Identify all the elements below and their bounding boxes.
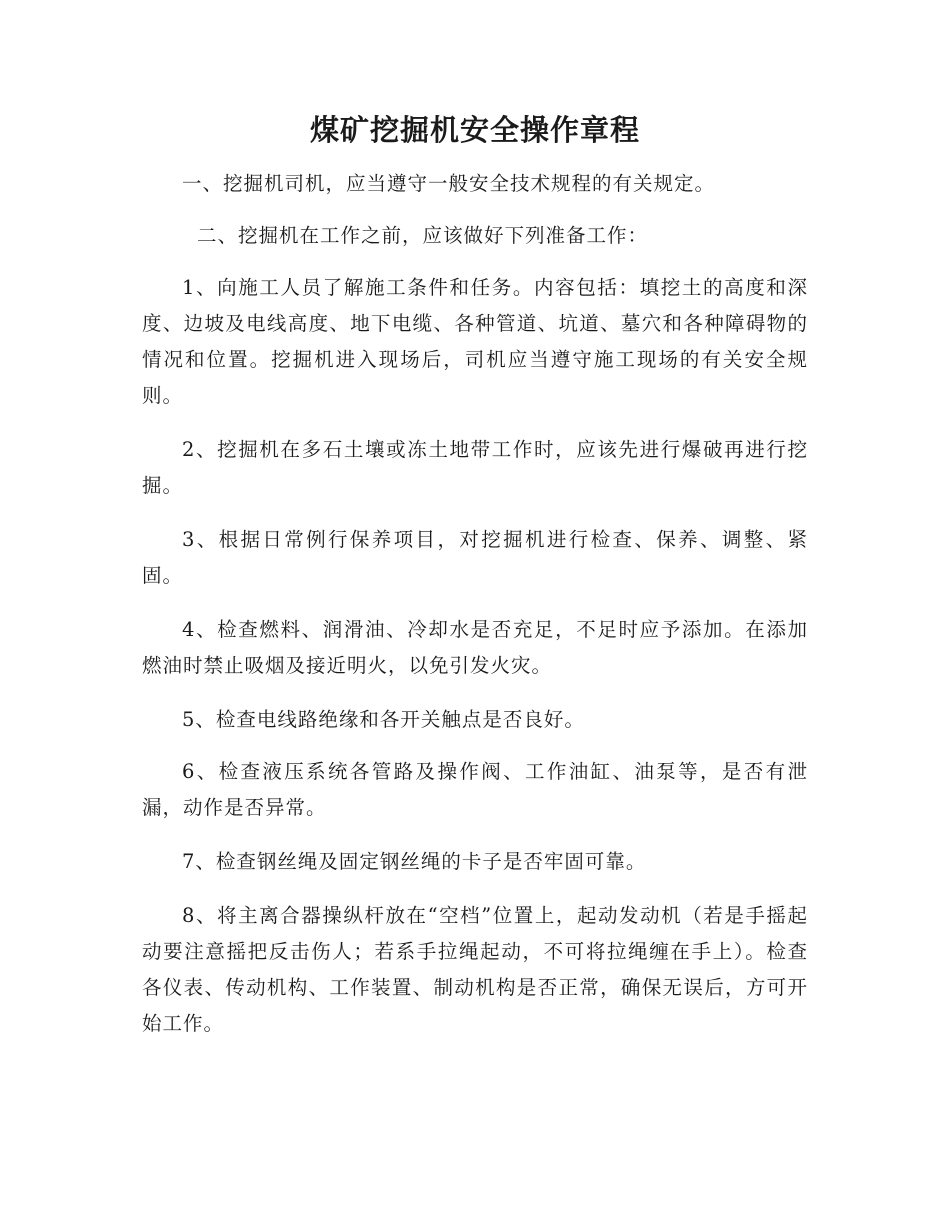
paragraph-7: 5、检查电线路绝缘和各开关触点是否良好。 <box>182 708 585 731</box>
paragraph-9: 7、检查钢丝绳及固定钢丝绳的卡子是否牢固可靠。 <box>182 850 647 873</box>
paragraph-6: 4、检查燃料、润滑油、冷却水是否充足，不足时应予添加。在添加燃油时禁止吸烟及接近明火，以免引发火灾。 <box>142 618 808 677</box>
paragraph-4: 2、挖掘机在多石土壤或冻土地带工作时，应该先进行爆破再进行挖掘。 <box>142 438 808 497</box>
paragraph-8: 6、检查液压系统各管路及操作阀、工作油缸、油泵等，是否有泄漏，动作是否异常。 <box>142 760 808 819</box>
document-title: 煤矿挖掘机安全操作章程 <box>309 113 640 147</box>
paragraph-1: 一、挖掘机司机，应当遵守一般安全技术规程的有关规定。 <box>182 172 716 195</box>
paragraph-2: 二、挖掘机在工作之前，应该做好下列准备工作： <box>197 224 649 247</box>
paragraph-3: 1、向施工人员了解施工条件和任务。内容包括：填挖土的高度和深度、边坡及电线高度、地下电缆、各种管道、坑道、墓穴和各种障碍物的情况和位置。挖掘机进入现场后，司机应当遵守施工现场的有关安全规则。 <box>142 276 808 407</box>
paragraph-5: 3、根据日常例行保养项目，对挖掘机进行检查、保养、调整、紧固。 <box>142 528 808 587</box>
paragraph-10: 8、将主离合器操纵杆放在“空档”位置上，起动发动机（若是手摇起动要注意摇把反击伤人；若系手拉绳起动，不可将拉绳缠在手上）。检查各仪表、传动机构、工作装置、制动机构是否正常，确保无误后，方可开始工作。 <box>142 904 808 1035</box>
